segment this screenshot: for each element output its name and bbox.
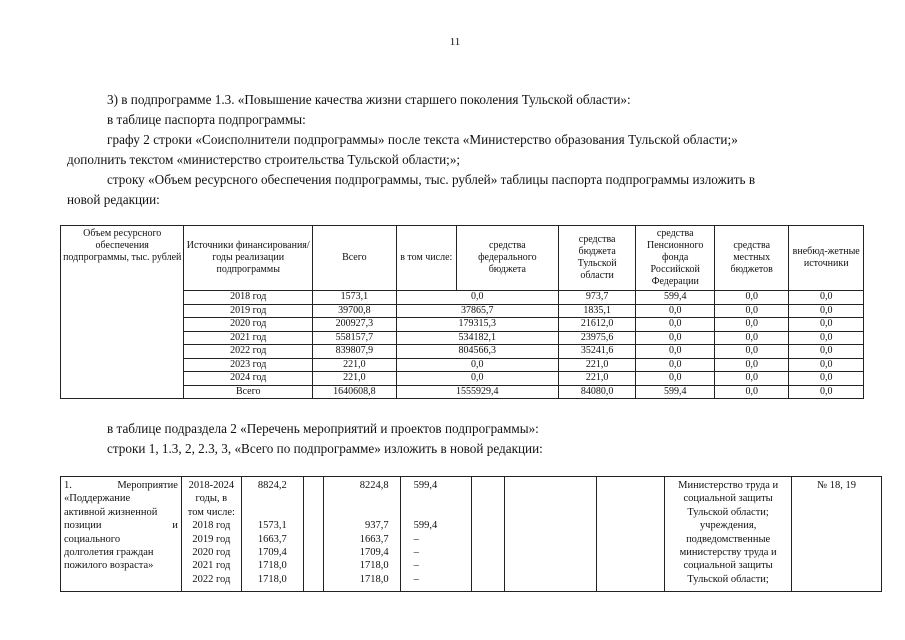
paragraph-subprogram: 3) в подпрограмме 1.3. «Повышение качества жизни старшего поколения Тульской области»: — [107, 92, 631, 107]
table-row: 2021 год 558157,7 534182,1 23975,6 0,0 0,0 0,0 — [61, 331, 864, 345]
paragraph-row-volume: строку «Объем ресурсного обеспечения подпрограммы, тыс. рублей» таблицы паспорта подпрограммы изложить в — [107, 172, 756, 187]
table-row-total: Всего 1640608,8 1555929,4 84080,0 599,4 0,0 0,0 — [61, 385, 864, 399]
events-table — [60, 476, 882, 592]
period-cell: 2018-2024 годы, в том числе: 2018 год 2019 год 2020 год 2021 год 2022 год — [181, 477, 241, 592]
pension-cell: 599,4 599,4 – – – – — [400, 477, 471, 592]
header-sources: Источники финансирования/ годы реализации подпрограммы — [184, 226, 313, 291]
header-extrabudget: внебюд-жетные источники — [789, 226, 864, 291]
table-row: 2018 год 1573,1 0,0 973,7 599,4 0,0 0,0 — [61, 291, 864, 305]
paragraph-column2: графу 2 строки «Соисполнители подпрограммы» после текста «Министерство образования Тульской области;» — [107, 132, 738, 147]
table-row: 2019 год 39700,8 37865,7 1835,1 0,0 0,0 0,0 — [61, 304, 864, 318]
paragraph-passport: в таблице паспорта подпрограммы: — [107, 112, 306, 127]
header-including: в том числе: — [396, 226, 456, 291]
executors-cell: Министерство труда и социальной защиты Тульской области; учреждения, подведомственные министерству труда и социальной защиты Тульской области; — [665, 477, 792, 592]
event-name-cell: 1. Мероприятие «Поддержание активной жизненной позиции и социального долголетия граждан пожилого возраста» — [61, 477, 182, 592]
header-total: Всего — [313, 226, 397, 291]
indicators-cell: № 18, 19 — [792, 477, 882, 592]
paragraph-column2-cont: дополнить текстом «министерство строительства Тульской области;»; — [67, 152, 461, 167]
empty-cell — [597, 477, 665, 592]
header-pension: средства Пенсионного фонда Российской Федерации — [636, 226, 715, 291]
paragraph-row-volume-cont: новой редакции: — [67, 192, 160, 207]
empty-cell — [504, 477, 597, 592]
total-cell: 8824,2 1573,1 1663,7 1709,4 1718,0 1718,0 — [241, 477, 303, 592]
table-row: 2023 год 221,0 0,0 221,0 0,0 0,0 0,0 — [61, 358, 864, 372]
resource-table — [60, 225, 864, 399]
regional-cell: 8224,8 937,7 1663,7 1709,4 1718,0 1718,0 — [323, 477, 400, 592]
header-federal: средства федерального бюджета — [456, 226, 558, 291]
paragraph-rows: строки 1, 1.3, 2, 2.3, 3, «Всего по подпрограмме» изложить в новой редакции: — [107, 441, 543, 456]
table-row: 2022 год 839807,9 804566,3 35241,6 0,0 0,0 0,0 — [61, 345, 864, 359]
header-regional: средства бюджета Тульской области — [558, 226, 636, 291]
table-row: 2020 год 200927,3 179315,3 21612,0 0,0 0,0 0,0 — [61, 318, 864, 332]
row-label: Объем ресурсного обеспечения подпрограммы, тыс. рублей — [63, 228, 182, 263]
row-label-cell — [61, 226, 184, 399]
table-row: 2024 год 221,0 0,0 221,0 0,0 0,0 0,0 — [61, 372, 864, 386]
page-number: 11 — [449, 36, 461, 48]
header-local: средства местных бюджетов — [714, 226, 788, 291]
paragraph-section2: в таблице подраздела 2 «Перечень мероприятий и проектов подпрограммы»: — [107, 421, 539, 436]
federal-cell — [303, 477, 323, 592]
empty-cell — [471, 477, 504, 592]
